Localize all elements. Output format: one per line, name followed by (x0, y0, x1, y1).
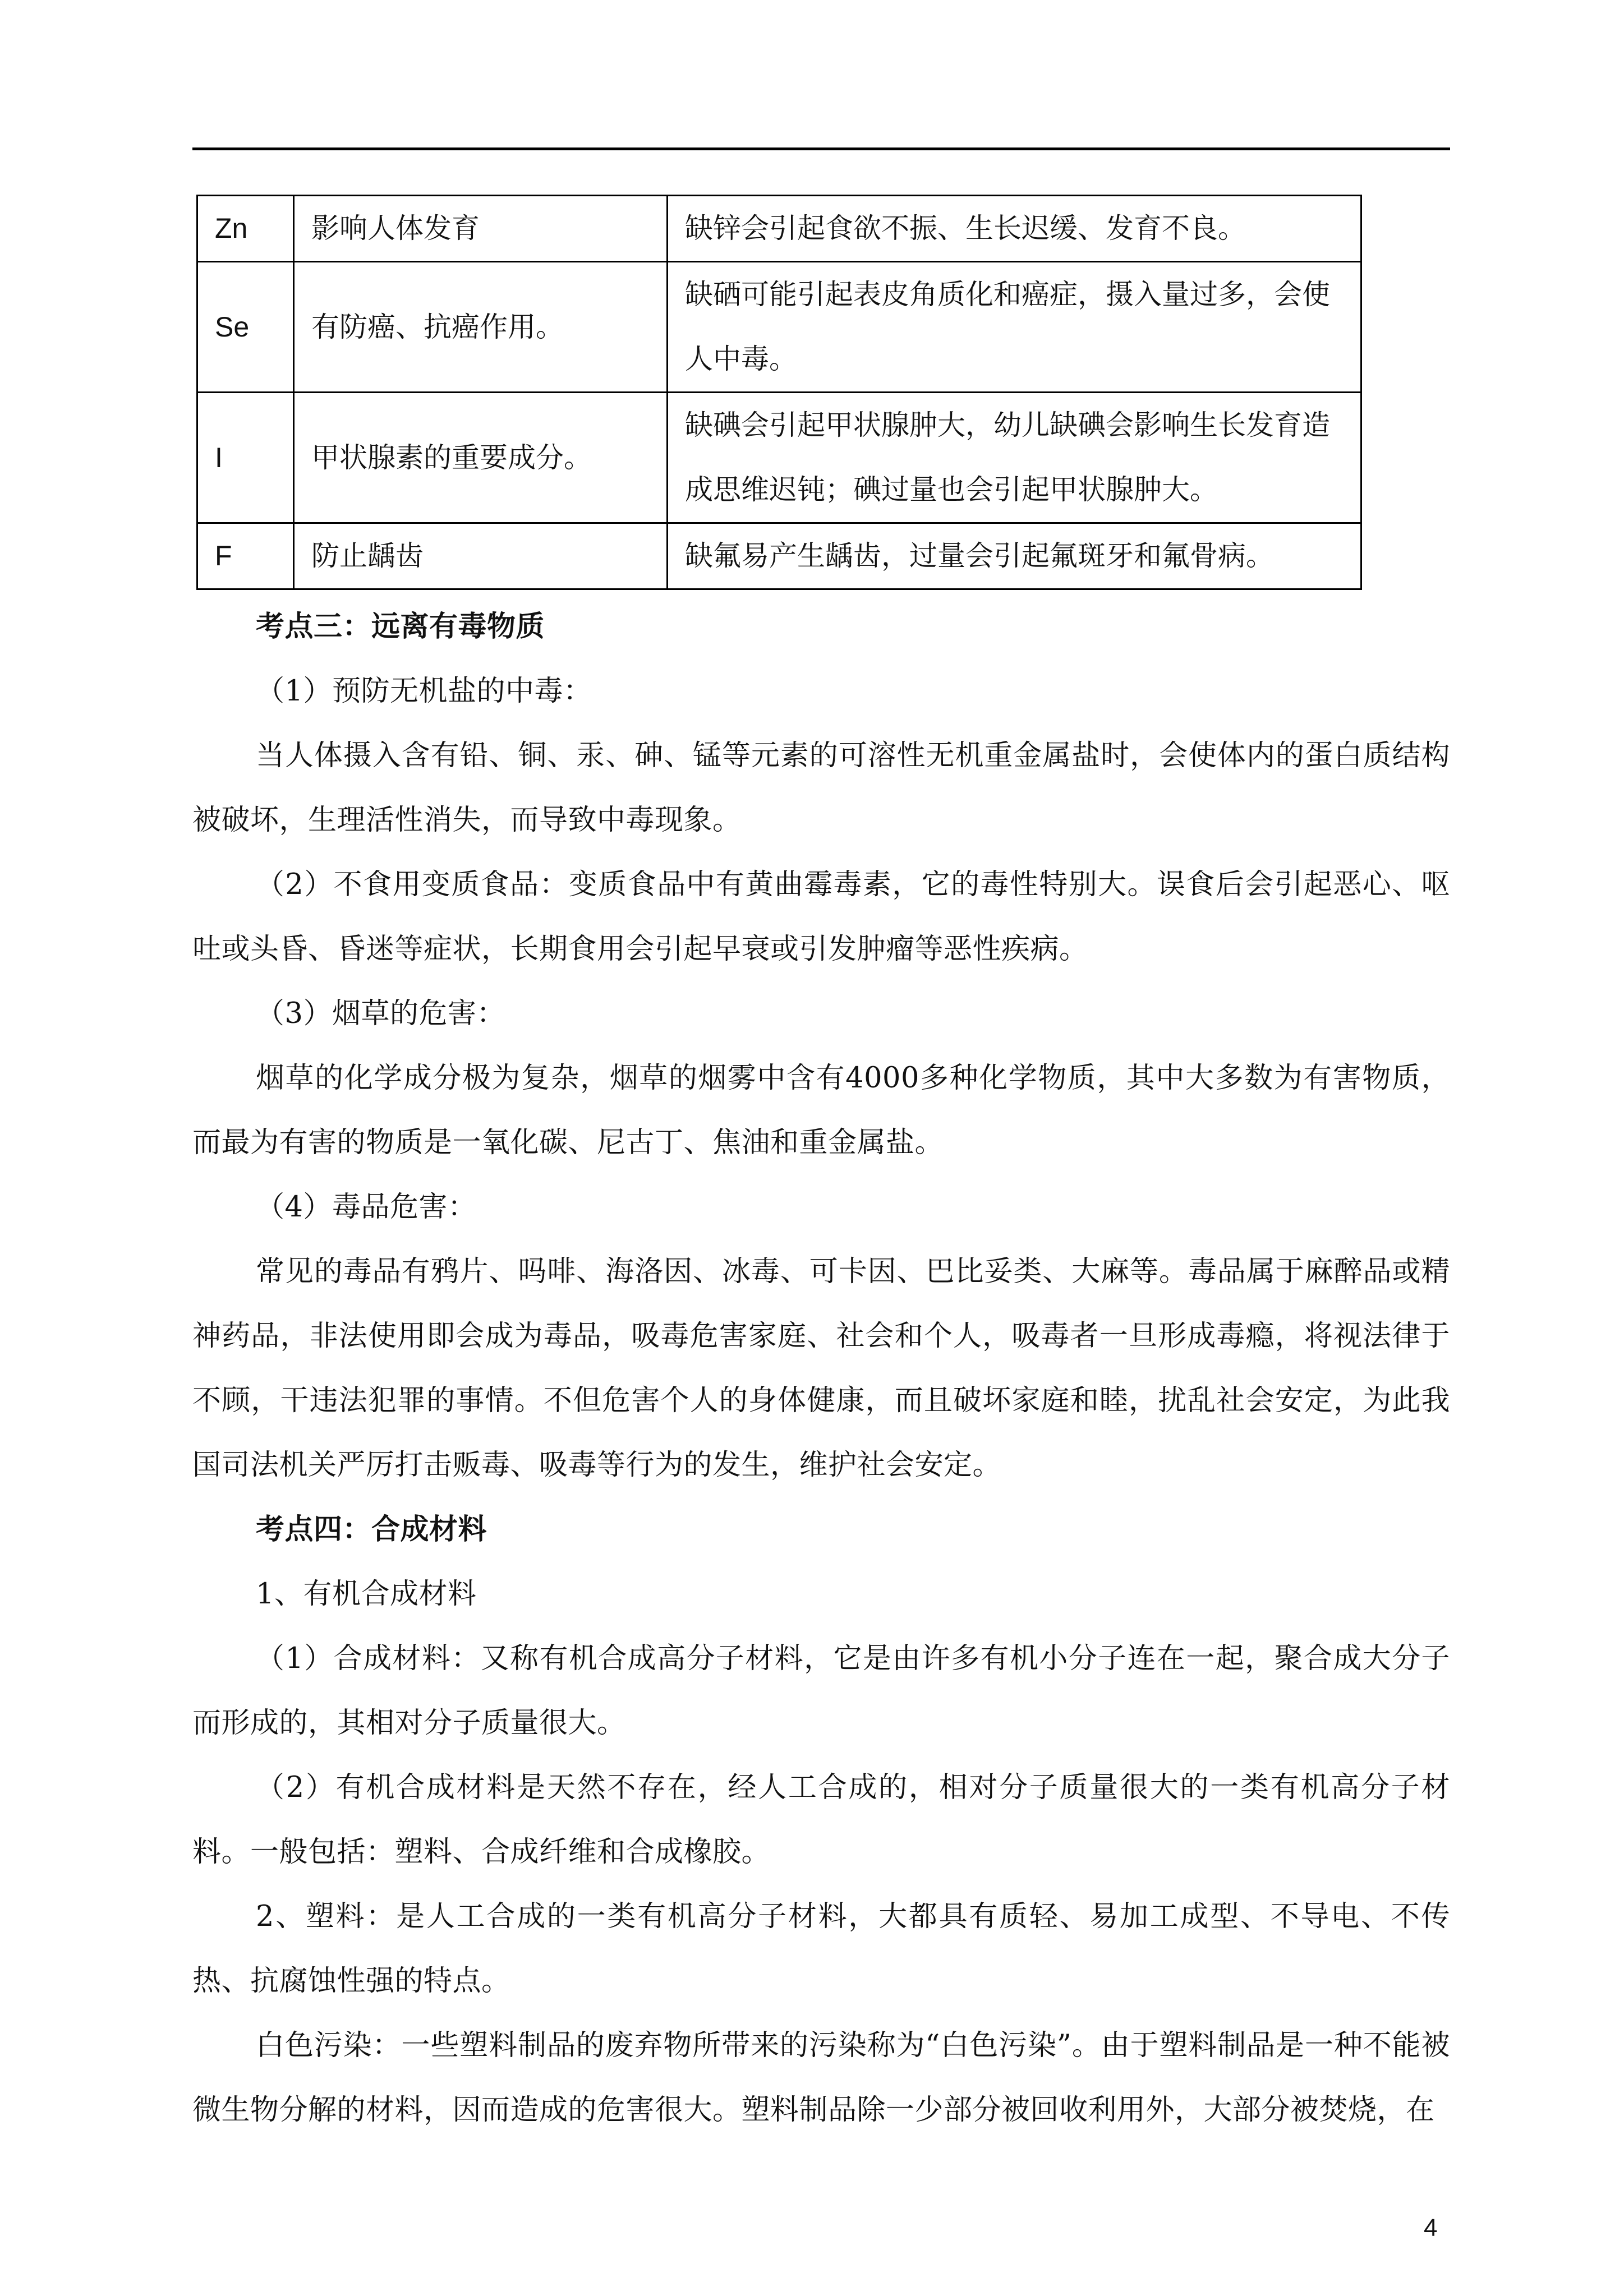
body-text (192, 594, 1450, 2142)
effect-cell: 缺氟易产生龋齿，过量会引起氟斑牙和氟骨病。 (668, 523, 1361, 589)
function-cell: 甲状腺素的重要成分。 (294, 393, 668, 523)
element-symbol-cell: I (197, 393, 294, 523)
paragraph: （2）有机合成材料是天然不存在，经人工合成的，相对分子质量很大的一类有机高分子材料。一般包括：塑料、合成纤维和合成橡胶。 (192, 1771, 1450, 1869)
element-symbol-cell: Zn (197, 196, 294, 262)
paragraph: （3）烟草的危害： (256, 997, 505, 1030)
trace-elements-table (196, 195, 1362, 590)
element-symbol-cell: F (197, 523, 294, 589)
function-cell: 影响人体发育 (294, 196, 668, 262)
page-number: 4 (1424, 2214, 1438, 2242)
effect-cell: 缺硒可能引起表皮角质化和癌症，摄入量过多，会使人中毒。 (668, 262, 1361, 393)
effect-cell: 缺碘会引起甲状腺肿大，幼儿缺碘会影响生长发育造成思维迟钝；碘过量也会引起甲状腺肿大。 (668, 393, 1361, 523)
header-rule (192, 147, 1450, 150)
paragraph: （1）合成材料：又称有机合成高分子材料，它是由许多有机小分子连在一起，聚合成大分子而形成的，其相对分子质量很大。 (192, 1642, 1450, 1740)
paragraph: （4）毒品危害： (256, 1191, 477, 1224)
paragraph: （1）预防无机盐的中毒： (256, 675, 592, 708)
paragraph: 2、塑料：是人工合成的一类有机高分子材料，大都具有质轻、易加工成型、不导电、不传热、抗腐蚀性强的特点。 (192, 1900, 1450, 1998)
paragraph: 1、有机合成材料 (256, 1578, 477, 1611)
effect-cell: 缺锌会引起食欲不振、生长迟缓、发育不良。 (668, 196, 1361, 262)
section-heading: 考点三：远离有毒物质 (256, 610, 545, 643)
table-row (197, 196, 1361, 262)
paragraph: 当人体摄入含有铅、铜、汞、砷、锰等元素的可溶性无机重金属盐时，会使体内的蛋白质结构被破坏，生理活性消失，而导致中毒现象。 (192, 739, 1450, 837)
paragraph: 白色污染：一些塑料制品的废弃物所带来的污染称为“白色污染”。由于塑料制品是一种不能被微生物分解的材料，因而造成的危害很大。塑料制品除一少部分被回收利用外，大部分被焚烧，在 (192, 2029, 1450, 2127)
function-cell: 有防癌、抗癌作用。 (294, 262, 668, 393)
element-symbol-cell: Se (197, 262, 294, 393)
function-cell: 防止龋齿 (294, 523, 668, 589)
paragraph: 常见的毒品有鸦片、吗啡、海洛因、冰毒、可卡因、巴比妥类、大麻等。毒品属于麻醉品或精神药品，非法使用即会成为毒品，吸毒危害家庭、社会和个人，吸毒者一旦形成毒瘾，将视法律于不顾，干违法犯罪的事情。不但危害个人的身体健康，而且破坏家庭和睦，扰乱社会安定，为此我国司法机关严厉打击贩毒、吸毒等行为的发生，维护社会安定。 (192, 1255, 1450, 1482)
table-row (197, 523, 1361, 589)
table-row (197, 262, 1361, 393)
table-row (197, 393, 1361, 523)
section-heading: 考点四：合成材料 (256, 1513, 487, 1546)
paragraph: 烟草的化学成分极为复杂，烟草的烟雾中含有4000多种化学物质，其中大多数为有害物质，而最为有害的物质是一氧化碳、尼古丁、焦油和重金属盐。 (192, 1062, 1450, 1159)
paragraph: （2）不食用变质食品：变质食品中有黄曲霉毒素，它的毒性特别大。误食后会引起恶心、呕吐或头昏、昏迷等症状，长期食用会引起早衰或引发肿瘤等恶性疾病。 (192, 868, 1450, 966)
